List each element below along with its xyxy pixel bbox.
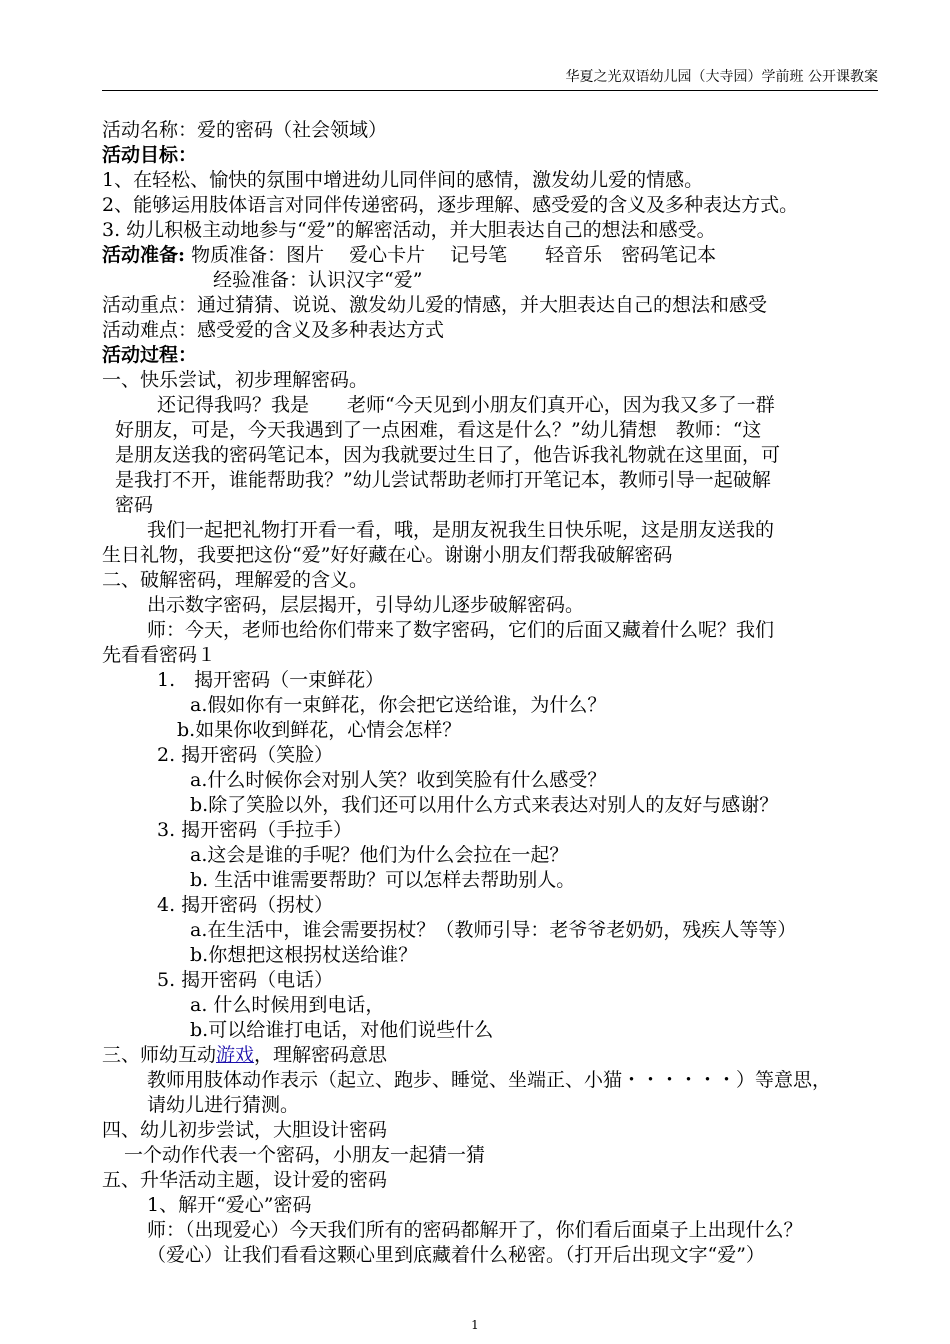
code-step: 1. 揭开密码（一束鲜花）: [157, 669, 385, 691]
paragraph-line: 生日礼物，我要把这份“爱”好好藏在心。谢谢小朋友们帮我破解密码: [102, 544, 673, 566]
paragraph-line: 是朋友送我的密码笔记本，因为我就要过生日了，他告诉我礼物就在这里面，可: [115, 444, 781, 466]
code-question: a. 什么时候用到电话，: [190, 994, 385, 1016]
code-question: b.如果你收到鲜花，心情会怎样？: [177, 719, 462, 741]
code-question: b.你想把这根拐杖送给谁？: [190, 944, 418, 966]
activity-difficulty: 活动难点：感受爱的含义及多种表达方式: [102, 319, 445, 341]
goals-heading: 活动目标：: [102, 144, 198, 166]
goal-item: 3. 幼儿积极主动地参与“爱”的解密活动，并大胆表达自己的想法和感受。: [102, 219, 716, 241]
section-title-text: ，理解密码意思: [254, 1044, 388, 1066]
code-question: b.可以给谁打电话，对他们说些什么: [190, 1019, 494, 1041]
paragraph-line: （爱心）让我们看看这颗心里到底藏着什么秘密。（打开后出现文字“爱”）: [147, 1244, 765, 1266]
code-question: b.除了笑脸以外，我们还可以用什么方式来表达对别人的友好与感谢？: [190, 794, 779, 816]
prep-material: 物质准备：图片 爱心卡片 记号笔 轻音乐 密码笔记本: [191, 244, 717, 266]
document-body: [102, 118, 892, 1268]
paragraph-line: 请幼儿进行猜测。: [147, 1094, 300, 1116]
code-question: a.在生活中，谁会需要拐杖？（教师引导：老爷爷老奶奶，残疾人等等）: [190, 919, 797, 941]
paragraph-line: 师：今天，老师也给你们带来了数字密码，它们的后面又藏着什么呢？我们: [147, 619, 775, 641]
paragraph-line: 好朋友，可是，今天我遇到了一点困难，看这是什么？”幼儿猜想 教师：“这: [115, 419, 762, 441]
paragraph-line: 密码: [115, 494, 154, 516]
subsection-title: 1、解开“爱心”密码: [147, 1194, 312, 1216]
section-title: 五、升华活动主题，设计爱的密码: [102, 1169, 388, 1191]
section-title: [102, 1043, 892, 1068]
code-step: 5. 揭开密码（电话）: [157, 969, 334, 991]
paragraph-line: 教师用肢体动作表示（起立、跑步、睡觉、坐端正、小猫・・・・・・）等意思，: [147, 1069, 832, 1091]
section-title: 二、破解密码，理解爱的含义。: [102, 569, 369, 591]
prep-experience: 经验准备：认识汉字“爱”: [213, 269, 423, 291]
page-header: 华夏之光双语幼儿园（大寺园）学前班 公开课教案: [102, 66, 878, 91]
code-step: 3. 揭开密码（手拉手）: [157, 819, 353, 841]
goal-item: 1、在轻松、愉快的氛围中增进幼儿同伴间的感情，激发幼儿爱的情感。: [102, 169, 704, 191]
code-step: 2. 揭开密码（笑脸）: [157, 744, 334, 766]
paragraph-line: 是我打不开，谁能帮助我？”幼儿尝试帮助老师打开笔记本，教师引导一起破解: [115, 469, 771, 491]
paragraph-line: 一个动作代表一个密码，小朋友一起猜一猜: [124, 1144, 486, 1166]
code-question: a.什么时候你会对别人笑？收到笑脸有什么感受？: [190, 769, 607, 791]
paragraph-line: 还记得我吗？我是 老师“今天见到小朋友们真开心，因为我又多了一群: [157, 394, 775, 416]
paragraph-line: 出示数字密码，层层揭开，引导幼儿逐步破解密码。: [147, 594, 585, 616]
section-title: 四、幼儿初步尝试，大胆设计密码: [102, 1119, 388, 1141]
code-step: 4. 揭开密码（拐杖）: [157, 894, 334, 916]
paragraph-line: 我们一起把礼物打开看一看，哦，是朋友祝我生日快乐呢，这是朋友送我的: [147, 519, 775, 541]
activity-key-point: 活动重点：通过猜猜、说说、激发幼儿爱的情感，并大胆表达自己的想法和感受: [102, 294, 768, 316]
paragraph-line: 师：（出现爱心）今天我们所有的密码都解开了，你们看后面桌子上出现什么？: [147, 1219, 803, 1241]
activity-name: 活动名称：爱的密码（社会领域）: [102, 119, 388, 141]
process-heading: 活动过程：: [102, 344, 198, 366]
code-question: b. 生活中谁需要帮助？可以怎样去帮助别人。: [190, 869, 576, 891]
paragraph-line: 先看看密码１: [102, 644, 217, 666]
page-number: 1: [471, 1318, 479, 1332]
code-question: a.假如你有一束鲜花，你会把它送给谁，为什么？: [190, 694, 607, 716]
game-link[interactable]: 游戏: [216, 1044, 255, 1066]
section-title-text: 三、师幼互动: [102, 1044, 217, 1066]
section-title: 一、快乐尝试，初步理解密码。: [102, 369, 369, 391]
prep-heading: 活动准备:: [102, 244, 186, 266]
code-question: a.这会是谁的手呢？他们为什么会拉在一起？: [190, 844, 569, 866]
goal-item: 2、能够运用肢体语言对同伴传递密码，逐步理解、感受爱的含义及多种表达方式。: [102, 194, 799, 216]
